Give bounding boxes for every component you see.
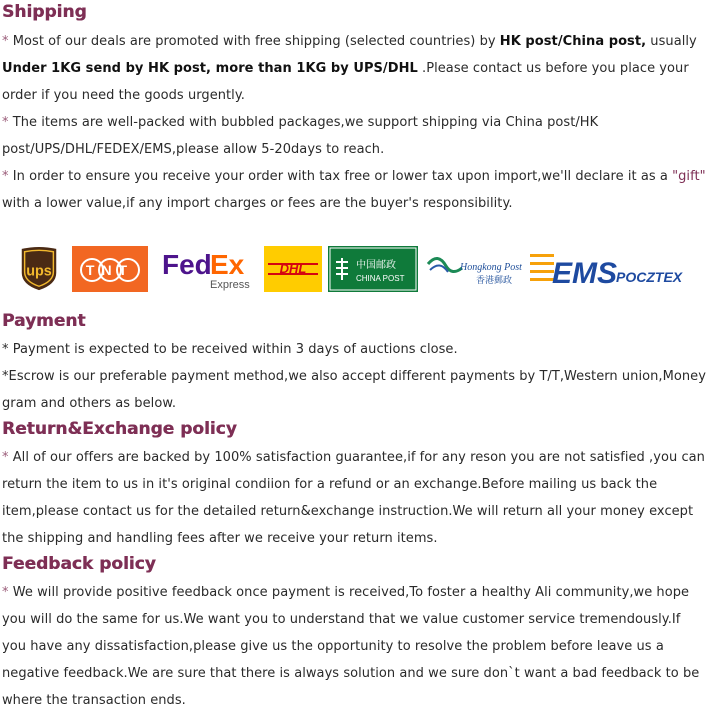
dhl-logo [264, 246, 322, 292]
china-post-cn-text: 中国邮政 [356, 260, 396, 271]
ems-pocztex-logo [530, 246, 690, 292]
hongkong-post-cn-text: 香港郵政 [476, 276, 513, 286]
feedback-paragraph: * We will provide positive feedback once payment is received,To foster a healthy Ali community,we hope you will do the same for us.We want you to understand that we value customer service tremendously.If you have any dissatisfaction,please give us the opportunity to resolve the problem before leave us a negative feedback.We are sure that there is always solution and we sure don`t want a bad feedback to be where the transaction ends. [2, 585, 700, 708]
pocztex-logo-text: POCZTEX [616, 269, 683, 285]
fedex-logo [160, 246, 252, 292]
shipping-paragraph-1: * Most of our deals are promoted with free shipping (selected countries) by HK post/China post, usually Under 1KG send by HK post, more than 1KG by UPS/DHL .Please contact us before you place your order if you need the goods urgently. [2, 34, 697, 103]
bullet-star: * [2, 169, 13, 184]
shipping-heading: Shipping [2, 2, 87, 22]
bullet-star: * [2, 585, 13, 600]
china-post-en-text: CHINA POST [356, 274, 405, 283]
return-exchange-heading: Return&Exchange policy [2, 419, 237, 439]
tnt-logo [72, 246, 148, 292]
fedex-express-text: Express [210, 279, 250, 291]
carrier-logos [18, 246, 698, 294]
payment-heading: Payment [2, 311, 86, 331]
bullet-star: * [2, 115, 13, 130]
fedex-ex-text: Ex [210, 249, 245, 280]
shipping-highlight-carriers: HK post/China post, [499, 34, 647, 49]
hongkong-post-en-text: Hongkong Post [460, 262, 522, 273]
payment-paragraph-1: * Payment is expected to be received within 3 days of auctions close. [2, 342, 458, 357]
feedback-heading: Feedback policy [2, 554, 156, 574]
shipping-paragraph-3: * In order to ensure you receive your order with tax free or lower tax upon import,we'll declare it as a "gift" with a lower value,if any import charges or fees are the buyer's responsibility. [2, 169, 706, 211]
ems-logo-text: EMS [552, 257, 618, 290]
payment-paragraph-2: *Escrow is our preferable payment method,we also accept different payments by T/T,Western union,Money gram and others as below. [2, 369, 706, 411]
gift-label: "gift" [672, 169, 706, 184]
hongkong-post-logo [424, 246, 522, 292]
china-post-logo [328, 246, 418, 292]
ups-logo-text: ups [26, 263, 52, 280]
bullet-star: * [2, 34, 13, 49]
shipping-paragraph-2: * The items are well-packed with bubbled packages,we support shipping via China post/HK post/UPS/DHL/FEDEX/EMS,please allow 5-20days to reach. [2, 115, 599, 157]
shipping-highlight-weight: Under 1KG send by HK post, more than 1KG by UPS/DHL [2, 61, 418, 76]
ups-logo [18, 246, 60, 292]
tnt-logo-text: TNT [85, 262, 135, 278]
return-exchange-paragraph: * All of our offers are backed by 100% satisfaction guarantee,if for any reson you are not satisfied ,you can return the item to us in it's original condiion for a refund or an exchange.Before mailing us back the item,please contact us for the detailed return&exchange instruction.We will return all your money except the shipping and handling fees after we receive your return items. [2, 450, 705, 546]
dhl-logo-text: DHL [279, 261, 307, 276]
fedex-fed-text: Fed [162, 249, 212, 280]
bullet-star: * [2, 450, 13, 465]
